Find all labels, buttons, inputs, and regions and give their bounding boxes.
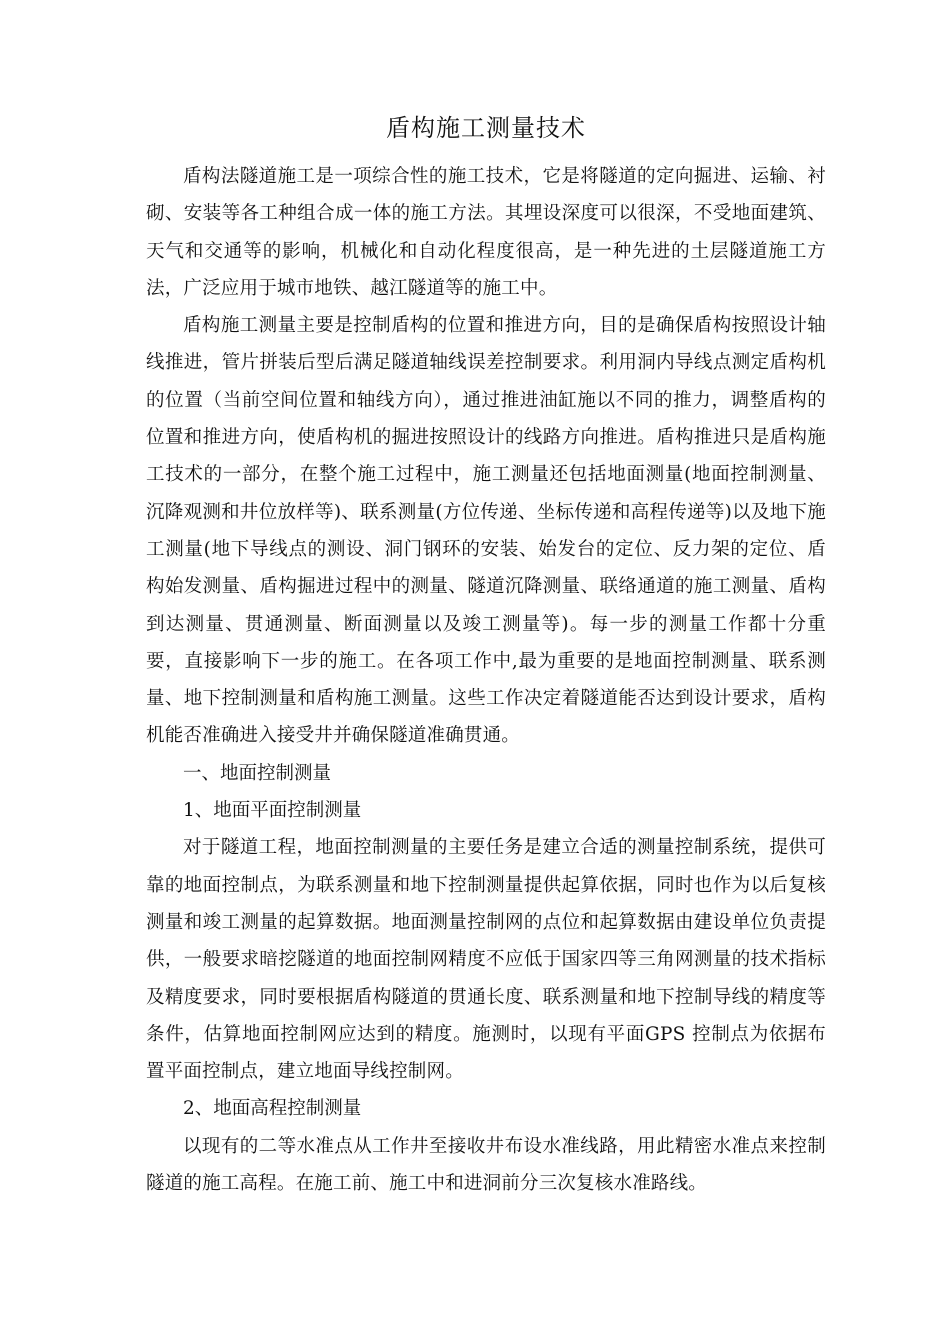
paragraph-elevation-control: 以现有的二等水准点从工作井至接收井布设水准线路，用此精密水准点来控制隧道的施工高程。在施工前、施工中和进洞前分三次复核水准路线。 [146, 1135, 826, 1195]
paragraph-plane-control: 对于隧道工程，地面控制测量的主要任务是建立合适的测量控制系统，提供可靠的地面控制点，为联系测量和地下控制测量提供起算依据，同时也作为以后复核测量和竣工测量的起算数据。地面测量控制网的点位和起算数据由建设单位负责提供，一般要求暗挖隧道的地面控制网精度不应低于国家四等三角网测量的技术指标及精度要求，同时要根据盾构隧道的贯通长度、联系测量和地下控制导线的精度等条件，估算地面控制网应达到的精度。施测时，以现有平面GPS 控制点为依据布置平面控制点，建立地面导线控制网。 [146, 837, 826, 1083]
paragraph-intro: 盾构法隧道施工是一项综合性的施工技术，它是将隧道的定向掘进、运输、衬砌、安装等各工种组合成一体的施工方法。其埋设深度可以很深，不受地面建筑、天气和交通等的影响，机械化和自动化程度很高，是一种先进的土层隧道施工方法，广泛应用于城市地铁、越江隧道等的施工中。 [146, 166, 826, 299]
paragraph-survey-overview: 盾构施工测量主要是控制盾构的位置和推进方向，目的是确保盾构按照设计轴线推进，管片拼装后型后满足隧道轴线误差控制要求。利用洞内导线点测定盾构机的位置（当前空间位置和轴线方向），通过推进油缸施以不同的推力，调整盾构的位置和推进方向，使盾构机的掘进按照设计的线路方向推进。盾构推进只是盾构施工技术的一部分，在整个施工过程中，施工测量还包括地面测量(地面控制测量、沉降观测和井位放样等)、联系测量(方位传递、坐标传递和高程传递等)以及地下施工测量(地下导线点的测设、洞门钢环的安装、始发台的定位、反力架的定位、盾构始发测量、盾构掘进过程中的测量、隧道沉降测量、联络通道的施工测量、盾构到达测量、贯通测量、断面测量以及竣工测量等)。每一步的测量工作都十分重要，直接影响下一步的施工。在各项工作中,最为重要的是地面控制测量、联系测量、地下控制测量和盾构施工测量。这些工作决定着隧道能否达到设计要求，盾构机能否准确进入接受井并确保隧道准确贯通。 [146, 315, 826, 747]
document-page [146, 108, 826, 1202]
document-title: 盾构施工测量技术 [386, 114, 586, 142]
subsection-heading-plane-control: 1、地面平面控制测量 [183, 800, 362, 822]
section-heading-ground-control: 一、地面控制测量 [183, 762, 332, 784]
subsection-heading-elevation-control: 2、地面高程控制测量 [183, 1098, 362, 1120]
